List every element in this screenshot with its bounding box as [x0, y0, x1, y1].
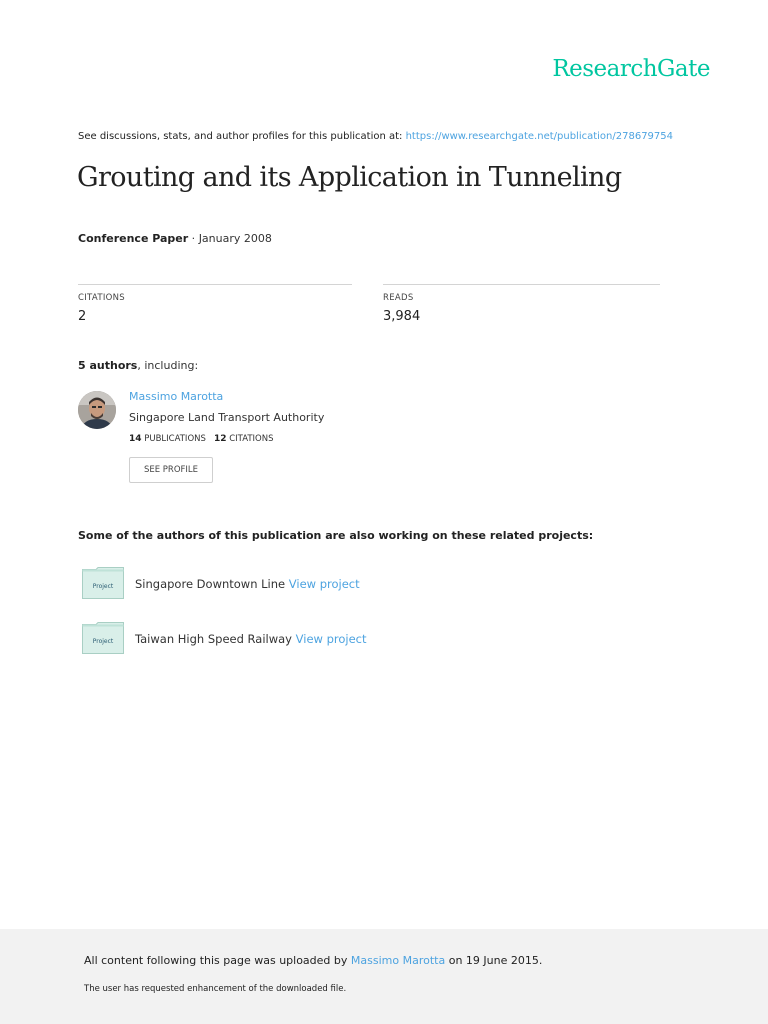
- view-project-link[interactable]: View project: [295, 632, 367, 646]
- source-label: See discussions, stats, and author profiles for this publication at:: [78, 131, 403, 142]
- project-icon-label: Project: [92, 583, 114, 590]
- reads-value: 3,984: [383, 309, 421, 324]
- reads-label: READS: [383, 293, 414, 303]
- citations-divider: [78, 284, 352, 285]
- upload-suffix: on 19 June 2015.: [448, 954, 543, 967]
- author-institution: Singapore Land Transport Authority: [129, 411, 325, 424]
- project-item: [135, 577, 360, 591]
- project-folder-icon: [82, 567, 124, 599]
- project-name: Taiwan High Speed Railway: [135, 632, 292, 646]
- author-name-link[interactable]: Massimo Marotta: [129, 390, 224, 403]
- project-folder-icon: [82, 622, 124, 654]
- author-avatar[interactable]: [78, 391, 116, 429]
- footer-panel: [0, 929, 768, 1024]
- authors-heading: [78, 359, 198, 372]
- upload-prefix: All content following this page was uploaded by: [84, 954, 348, 967]
- upload-info: [84, 954, 542, 967]
- related-projects-heading: Some of the authors of this publication are also working on these related projects:: [78, 529, 594, 542]
- publication-meta: [78, 232, 272, 245]
- project-icon-label: Project: [92, 638, 114, 645]
- publication-title: Grouting and its Application in Tunneling: [77, 162, 622, 193]
- source-line: [78, 131, 673, 142]
- project-item: [135, 632, 367, 646]
- view-project-link[interactable]: View project: [288, 577, 360, 591]
- author-photo-icon: [78, 391, 116, 429]
- meta-separator: ·: [188, 232, 199, 245]
- author-publications-count: 14: [129, 434, 142, 444]
- publication-link[interactable]: https://www.researchgate.net/publication/278679754: [405, 131, 674, 142]
- author-publications-label: PUBLICATIONS: [144, 434, 206, 444]
- citations-value: 2: [78, 309, 87, 324]
- authors-count: 5 authors: [78, 359, 138, 372]
- citations-label: CITATIONS: [78, 293, 125, 303]
- project-name: Singapore Downtown Line: [135, 577, 286, 591]
- authors-including: , including:: [137, 359, 199, 372]
- uploader-link[interactable]: Massimo Marotta: [350, 954, 446, 967]
- author-citations-label: CITATIONS: [229, 434, 274, 444]
- enhancement-note: The user has requested enhancement of the downloaded file.: [84, 984, 347, 994]
- publication-type: Conference Paper: [78, 232, 189, 245]
- reads-divider: [383, 284, 660, 285]
- see-profile-button[interactable]: SEE PROFILE: [129, 457, 213, 483]
- publication-date: January 2008: [198, 232, 272, 245]
- author-citations-count: 12: [214, 434, 227, 444]
- researchgate-logo[interactable]: ResearchGate: [552, 56, 710, 82]
- author-stats: [129, 434, 274, 444]
